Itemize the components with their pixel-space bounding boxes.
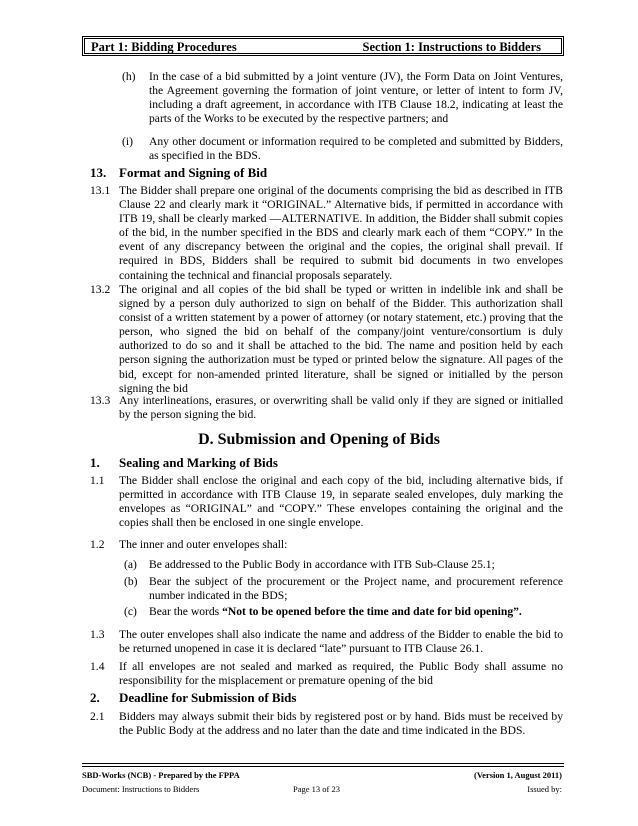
section-2-title: Deadline for Submission of Bids — [119, 690, 297, 705]
clause-13-2-number: 13.2 — [90, 283, 111, 296]
page-header — [82, 36, 564, 56]
item-h-text: In the case of a bid submitted by a joint venture (JV), the Form Data on Joint Ventures, the Agreement governing the formation of joint venture, or letter of intent to form JV, including a draft agreement, in accordance with ITB Clause 18.2, indicating at least the parts of the Works to be executed by the respective partners; and — [149, 70, 563, 126]
clause-13-3-text: Any interlineations, erasures, or overwriting shall be valid only if they are signed or initialled by the person signing the bid. — [119, 394, 563, 422]
section-d-heading: D. Submission and Opening of Bids — [198, 431, 440, 448]
clause-1-3-text: The outer envelopes shall also indicate the name and address of the Bidder to enable the bid to be returned unopened in case it is declared “late” pursuant to ITB Clause 26.1. — [119, 628, 563, 656]
footer-version: (Version 1, August 2011) — [473, 770, 562, 780]
sub-c-prefix: Bear the words — [149, 605, 223, 618]
section-1-number: 1. — [90, 455, 100, 470]
footer-issued-by: Issued by: — [527, 784, 562, 794]
clause-1-3-number: 1.3 — [90, 628, 105, 641]
section-13-number: 13. — [90, 165, 107, 180]
header-part-title: Part 1: Bidding Procedures — [91, 40, 237, 54]
clause-1-1-number: 1.1 — [90, 474, 105, 487]
clause-13-3-number: 13.3 — [90, 394, 111, 407]
header-section-title: Section 1: Instructions to Bidders — [362, 40, 541, 54]
item-h-label: (h) — [122, 70, 136, 83]
footer-page-number: Page 13 of 23 — [293, 784, 340, 794]
sub-c-label: (c) — [124, 605, 137, 618]
sub-c-text — [149, 605, 563, 619]
item-i-label: (i) — [122, 135, 133, 148]
sub-a-text: Be addressed to the Public Body in accordance with ITB Sub-Clause 25.1; — [149, 558, 495, 571]
footer-document: Document: Instructions to Bidders — [82, 784, 200, 794]
clause-1-2-number: 1.2 — [90, 538, 105, 551]
clause-1-4-text: If all envelopes are not sealed and marked as required, the Public Body shall assume no responsibility for the misplacement or premature opening of the bid — [119, 660, 563, 688]
sub-b-text: Bear the subject of the procurement or the Project name, and procurement reference number indicated in the BDS; — [149, 575, 563, 603]
footer-prepared-by: SBD-Works (NCB) - Prepared by the FPPA — [82, 770, 240, 780]
footer-rule-thin — [82, 766, 564, 767]
section-1-title: Sealing and Marking of Bids — [119, 455, 278, 470]
clause-2-1-text: Bidders may always submit their bids by registered post or by hand. Bids must be received by the Public Body at the address and no later than the date and time indicated in the BDS. — [119, 710, 563, 738]
clause-1-1-text: The Bidder shall enclose the original and each copy of the bid, including alternative bids, if permitted in accordance with ITB Clause 19, in separate sealed envelopes, duly marking the envelopes as “ORIGINAL” and “COPY.” These envelopes containing the original and the copies shall then be enclosed in one single envelope. — [119, 474, 563, 530]
section-2-number: 2. — [90, 690, 100, 705]
sub-c-bold-phrase: “Not to be opened before the time and date for bid opening”. — [222, 605, 522, 618]
clause-1-2-text: The inner and outer envelopes shall: — [119, 538, 288, 551]
clause-1-4-number: 1.4 — [90, 660, 105, 673]
sub-b-label: (b) — [124, 575, 138, 588]
clause-13-1-number: 13.1 — [90, 184, 111, 197]
clause-13-1-text: The Bidder shall prepare one original of the documents comprising the bid as described in ITB Clause 22 and clearly mark it “ORIGINAL.” Alternative bids, if permitted in accordance with ITB 19, shall be clearly marked ―ALTERNATIVE. In addition, the Bidder shall submit copies of the bid, in the number specified in the BDS and clearly mark each of them “COPY.” In the event of any discrepancy between the original and the copies, the original shall prevail. If required in BDS, Bidders shall be required to submit bid documents in two envelopes containing the technical and financial proposals separately. — [119, 184, 563, 282]
sub-a-label: (a) — [124, 558, 137, 571]
section-13-title: Format and Signing of Bid — [119, 165, 268, 180]
item-i-text: Any other document or information required to be completed and submitted by Bidders, as specified in the BDS. — [149, 135, 563, 163]
clause-2-1-number: 2.1 — [90, 710, 105, 723]
clause-13-2-text: The original and all copies of the bid shall be typed or written in indelible ink and shall be signed by a person duly authorized to sign on behalf of the Bidder. This authorization shall consist of a written statement by a power of attorney (or notary statement, etc.) proving that the person, who signed the bid on behalf of the company/joint venture/consortium is duly authorized to do so and it shall be attached to the bid. The name and position held by each person signing the authorization must be typed or printed below the signature. All pages of the bid, except for non-amended printed literature, shall be signed or initialled by the person signing the bid — [119, 283, 563, 395]
footer-rule-thick — [82, 763, 564, 764]
